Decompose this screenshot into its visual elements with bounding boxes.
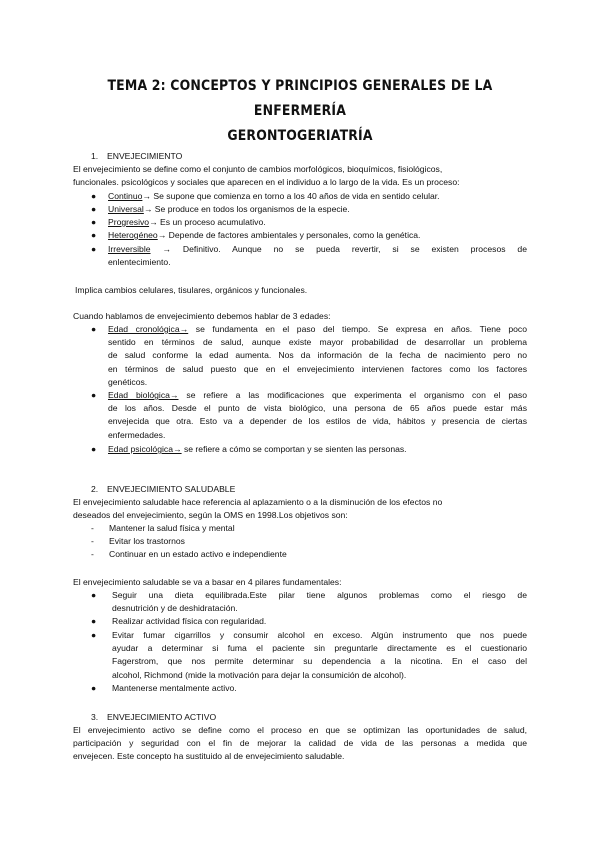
age-desc: se refiere a cómo se comportan y se sienten las personas.: [181, 444, 407, 454]
section-3-line: participación y seguridad con el fin de mejorar la calidad de vida de las personas a medida que: [73, 738, 527, 749]
bullet-icon: ●: [91, 191, 97, 201]
list-item: [91, 589, 527, 615]
age-desc: enfermedades.: [108, 429, 166, 440]
objective-item: [91, 535, 527, 548]
section-1-intro-line: funcionales. psicológicos y sociales que aparecen en el individuo a lo largo de la vida. Es un proceso:: [73, 177, 460, 188]
age-term: Edad cronológica→: [108, 324, 189, 334]
bullet-icon: ●: [91, 390, 97, 400]
section-2-intro-line: El envejecimiento saludable hace referencia al aplazamiento o a la disminución de los efectos no: [73, 497, 443, 507]
document-title: [94, 74, 507, 149]
objective-item: [91, 548, 527, 561]
objective-text: Mantener la salud física y mental: [109, 523, 235, 533]
pillar-text: Realizar actividad física con regularidad.: [112, 616, 267, 626]
section-2-intro: [73, 496, 527, 522]
pillar-text: Seguir una dieta equilibrada.Este pilar tiene algunos problemas como el riesgo de: [112, 590, 527, 600]
section-1-heading: [91, 150, 182, 163]
property-desc: → Se supone que comienza en torno a los 40 años de vida en sentido celular.: [142, 191, 440, 201]
dash-icon: -: [91, 523, 94, 533]
bullet-icon: ●: [91, 630, 97, 640]
property-desc: → Es un proceso acumulativo.: [149, 217, 266, 227]
list-item: [91, 615, 527, 628]
property-term: Universal: [108, 204, 144, 214]
section-1-intro: [73, 163, 527, 189]
objective-item: [91, 522, 527, 535]
section-2-number: 2.: [91, 484, 99, 494]
section-1-title: ENVEJECIMIENTO: [107, 151, 183, 161]
bullet-icon: ●: [91, 590, 97, 600]
bullet-icon: ●: [91, 204, 97, 214]
bullet-icon: ●: [91, 444, 97, 454]
list-item: [91, 443, 527, 456]
section-1-number: 1.: [91, 151, 99, 161]
list-item: [91, 229, 527, 242]
pillars-intro: El envejecimiento saludable se va a basar en 4 pilares fundamentales:: [73, 577, 342, 587]
section-3-number: 3.: [91, 712, 99, 722]
property-desc: → Depende de factores ambientales y personales, como la genética.: [157, 230, 421, 240]
age-desc: se refiere a las modificaciones que experimenta el organismo con el paso: [178, 390, 527, 400]
section-3-body: [73, 724, 527, 764]
property-desc-cont: enlentecimiento.: [108, 257, 171, 268]
list-item: [91, 216, 527, 229]
pillar-text: Fagerstrom, que nos permite determinar su dependencia a la nicotina. En el caso del: [112, 656, 527, 667]
bullet-icon: ●: [91, 244, 97, 254]
section-2-intro-line: deseados del envejecimiento, según la OMS en 1998.Los objetivos son:: [73, 510, 348, 521]
list-item: [91, 190, 527, 203]
dash-icon: -: [91, 549, 94, 559]
section-1-intro-line: El envejecimiento se define como el conjunto de cambios morfológicos, bioquímicos, fisiológicos,: [73, 164, 443, 174]
bullet-icon: ●: [91, 616, 97, 626]
bullet-icon: ●: [91, 217, 97, 227]
list-item: [91, 682, 527, 695]
age-desc: en términos de salud puesto que en el envejecimiento intervienen factores como los factores: [108, 363, 527, 374]
list-item: [91, 323, 527, 389]
age-term: Edad psicológica→: [108, 444, 182, 454]
list-item: [91, 203, 527, 216]
title-line-2: GERONTOGERIATRÍA: [227, 128, 373, 144]
property-term: Continuo: [108, 191, 143, 201]
list-item: [91, 389, 527, 442]
implies-text: Implica cambios celulares, tisulares, orgánicos y funcionales.: [75, 285, 308, 295]
bullet-icon: ●: [91, 230, 97, 240]
list-item: [91, 243, 527, 269]
objective-text: Evitar los trastornos: [109, 536, 185, 546]
age-desc: sentido en términos de salud, aunque existe mayor probabilidad de desarrollar un problema: [108, 337, 527, 348]
property-term: Progresivo: [108, 217, 150, 227]
section-3-heading: [91, 711, 216, 724]
pillar-text: ayudar a determinar si fuma el paciente sin preguntarle directamente es el cuestionario: [112, 643, 527, 654]
age-desc: genéticos.: [108, 376, 148, 387]
bullet-icon: ●: [91, 324, 97, 334]
section-3-line: El envejecimiento activo se define como el proceso en que se optimizan las oportunidades de salud,: [73, 725, 527, 735]
age-desc: se fundamenta en el paso del tiempo. Se expresa en años. Tiene poco: [188, 324, 527, 334]
section-2-heading: [91, 483, 235, 496]
age-term: Edad biológica→: [108, 390, 179, 400]
property-desc: → Definitivo. Aunque no se pueda revertir, si se existen procesos de: [150, 244, 527, 254]
section-2-title: ENVEJECIMIENTO SALUDABLE: [107, 484, 236, 494]
age-desc: de los años. Desde el punto de vista biológico, una persona de 65 años puede estar más: [108, 403, 527, 414]
age-desc: de salud conforme la edad aumenta. Nos da información de la fecha de nacimiento pero no: [108, 350, 527, 361]
dash-icon: -: [91, 536, 94, 546]
ages-intro: Cuando hablamos de envejecimiento debemos hablar de 3 edades:: [73, 311, 331, 321]
property-term: Heterogéneo: [108, 230, 158, 240]
property-term: Irreversible: [108, 244, 151, 254]
bullet-icon: ●: [91, 683, 97, 693]
pillar-text: Evitar fumar cigarrillos y consumir alcohol en exceso. Algún instrumento que nos puede: [112, 630, 527, 640]
age-desc: envejecida que otra. Esto va a depender de los estilos de vida, hábitos y presencia de ciertas: [108, 416, 527, 427]
pillar-text: Mantenerse mentalmente activo.: [112, 683, 237, 693]
title-line-1: TEMA 2: CONCEPTOS Y PRINCIPIOS GENERALES DE LA ENFERMERÍA: [107, 78, 493, 119]
objective-text: Continuar en un estado activo e independiente: [109, 549, 287, 559]
pillar-text: alcohol, Richmond (mide la motivación para dejar la consumición de alcohol).: [112, 669, 407, 680]
section-3-title: ENVEJECIMIENTO ACTIVO: [107, 712, 217, 722]
pillar-text: desnutrición y de deshidratación.: [112, 603, 238, 614]
property-desc: → Se produce en todos los organismos de la especie.: [143, 204, 350, 214]
list-item: [91, 629, 527, 682]
section-3-line: envejecen. Este concepto ha sustituido al de envejecimiento saludable.: [73, 751, 345, 762]
